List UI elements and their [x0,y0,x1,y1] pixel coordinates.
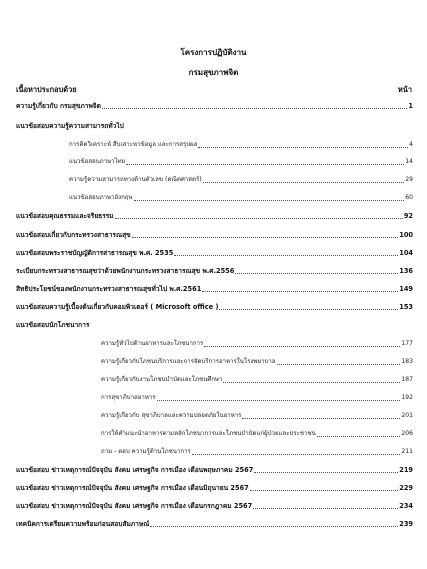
toc-entry [69,175,413,185]
toc-entry-label: แนวข้อสอบพระราชบัญญัติการสาธารณสุข พ.ศ. 2535 [16,249,174,257]
dot-leader [204,345,400,347]
toc-entry [16,230,413,240]
toc-entry-page: 1 [408,102,413,110]
toc-entry-label: ความรู้เกี่ยวกับโภชนบริการและการจัดบริการอาหารในโรงพยาบาล [101,358,276,365]
toc-entry-label: การคิดวิเคราะห์ สืบเสาะหาข้อมูล และการสรุปผล [69,141,198,148]
toc-entry [16,284,413,294]
page-column-heading: หน้า [397,85,412,94]
section-heading: แนวข้อสอบความรู้ความสามารถทั่วไป [16,122,124,130]
toc-entry [69,157,413,167]
document-subtitle: กรมสุขภาพจิต [188,68,239,77]
dot-leader [317,435,401,437]
dot-leader [250,489,398,491]
dot-leader [253,507,398,509]
toc-entry-label: แนวข้อสอบเกี่ยวกับกระทรวงสาธารณสุข [16,231,131,239]
toc-entry-page: 234 [399,502,413,510]
toc-entry-page: 201 [401,412,413,419]
toc-entry-label: ความรู้ทั่วไปด้านอาหารและโภชนาการ [101,340,204,347]
toc-entry-label: แนวข้อสอบความรู้เบื้องต้นเกี่ยวกับคอมพิวเตอร์ ( Microsoft office ) [16,303,219,311]
toc-entry-label: ระเบียบกระทรวงสาธารณสุขว่าด้วยพนักงานกระทรวงสาธารณสุข พ.ศ.2556 [16,267,235,275]
toc-entry-page: 104 [399,249,413,257]
toc-entry [16,302,413,312]
toc-entry [16,266,413,276]
toc-entry-page: 14 [405,158,413,165]
toc-entry-page: 4 [409,141,413,148]
dot-leader [150,525,398,527]
toc-entry-label: ความรู้เกี่ยวกับงานโภชนบำบัดและโภชนศึกษา [101,376,223,383]
dot-leader [203,181,405,183]
toc-entry-label: สิทธิประโยชน์ของพนักงานกระทรวงสาธารณสุขทั่วไป พ.ศ.2561 [16,285,202,293]
toc-entry-label: เทคนิคการเตรียมความพร้อมก่อนสอบสัมภาษณ์ [16,520,150,528]
toc-entry [101,357,413,367]
toc-entry [101,339,413,349]
toc-entry-label: ความรู้ความสามารถทางด้านตัวเลข (คณิตศาสตร์) [69,176,202,183]
toc-entry-page: 177 [401,340,413,347]
toc-entry-page: 187 [401,376,413,383]
toc-entry-label: แนวข้อสอบภาษาไทย [69,158,126,165]
toc-entry-label: ความรู้เกี่ยวกับ กรมสุขภาพจิต [16,102,101,110]
toc-entry-label: แนวข้อสอบคุณธรรมและจริยธรรม [16,212,114,220]
toc-entry [16,519,413,529]
toc-entry [16,248,413,258]
toc-entry-label: แนวข้อสอบภาษาอังกฤษ [69,194,133,201]
toc-entry [69,193,413,203]
toc-entry-page: 29 [405,176,413,183]
dot-leader [157,399,401,401]
dot-leader [235,272,398,274]
toc-entry-page: 60 [405,194,413,201]
toc-entry-page: 136 [399,267,413,275]
toc-entry [101,411,413,421]
toc-entry [101,447,413,457]
toc-entry [16,465,413,475]
toc-entry-page: 100 [399,231,413,239]
dot-leader [223,381,400,383]
toc-entry-page: 219 [399,466,413,474]
dot-leader [115,217,403,219]
toc-entry [101,429,413,439]
toc-entry-page: 192 [401,394,413,401]
toc-entry-label: แนวข้อสอบ ข่าวเหตุการณ์ปัจจุบัน สังคม เศรษฐกิจ การเมือง เดือนพฤษภาคม 2567 [16,466,254,474]
dot-leader [198,146,408,148]
dot-leader [174,254,398,256]
toc-entry-page: 206 [401,430,413,437]
dot-leader [202,290,398,292]
section-heading: แนวข้อสอบนักโภชนาการ [16,321,90,329]
dot-leader [192,453,401,455]
dot-leader [254,471,398,473]
toc-entry-label: ถาม - ตอบ ความรู้ด้านโภชนาการ [101,448,191,455]
document-title: โครงการปฏิบัติงาน [180,48,247,57]
toc-entry-page: 239 [399,520,413,528]
toc-entry-page: 149 [399,285,413,293]
toc-entry [16,483,413,493]
toc-entry-page: 229 [399,484,413,492]
dot-leader [134,199,405,201]
dot-leader [102,107,407,109]
dot-leader [277,363,401,365]
toc-entry-label: การให้คำแนะนำอาหารตามหลักโภชนาการและโภชนบำบัดแก่ผู้ป่วยและประชาชน [101,430,316,437]
toc-entry-page: 153 [399,303,413,311]
toc-entry [101,375,413,385]
dot-leader [126,163,404,165]
dot-leader [132,236,399,238]
toc-entry [101,393,413,403]
toc-entry-label: แนวข้อสอบ ข่าวเหตุการณ์ปัจจุบัน สังคม เศรษฐกิจ การเมือง เดือนกรกฎาคม 2567 [16,502,253,510]
toc-entry-page: 92 [403,212,413,220]
toc-entry [16,501,413,511]
toc-entry-page: 183 [401,358,413,365]
toc-entry-label: ความรู้เกี่ยวกับ สุขาภิบาลและความปลอดภัยในอาหาร [101,412,242,419]
dot-leader [219,308,398,310]
toc-entry [16,211,413,221]
toc-entry [16,101,413,111]
toc-entry-label: แนวข้อสอบ ข่าวเหตุการณ์ปัจจุบัน สังคม เศรษฐกิจ การเมือง เดือนมิถุนายน 2567 [16,484,249,492]
toc-entry [69,140,413,150]
contents-heading: เนื้อหาประกอบด้วย [16,85,77,94]
toc-entry-label: การสุขาภิบาลอาหาร [101,394,156,401]
dot-leader [242,417,400,419]
toc-entry-page: 211 [401,448,413,455]
